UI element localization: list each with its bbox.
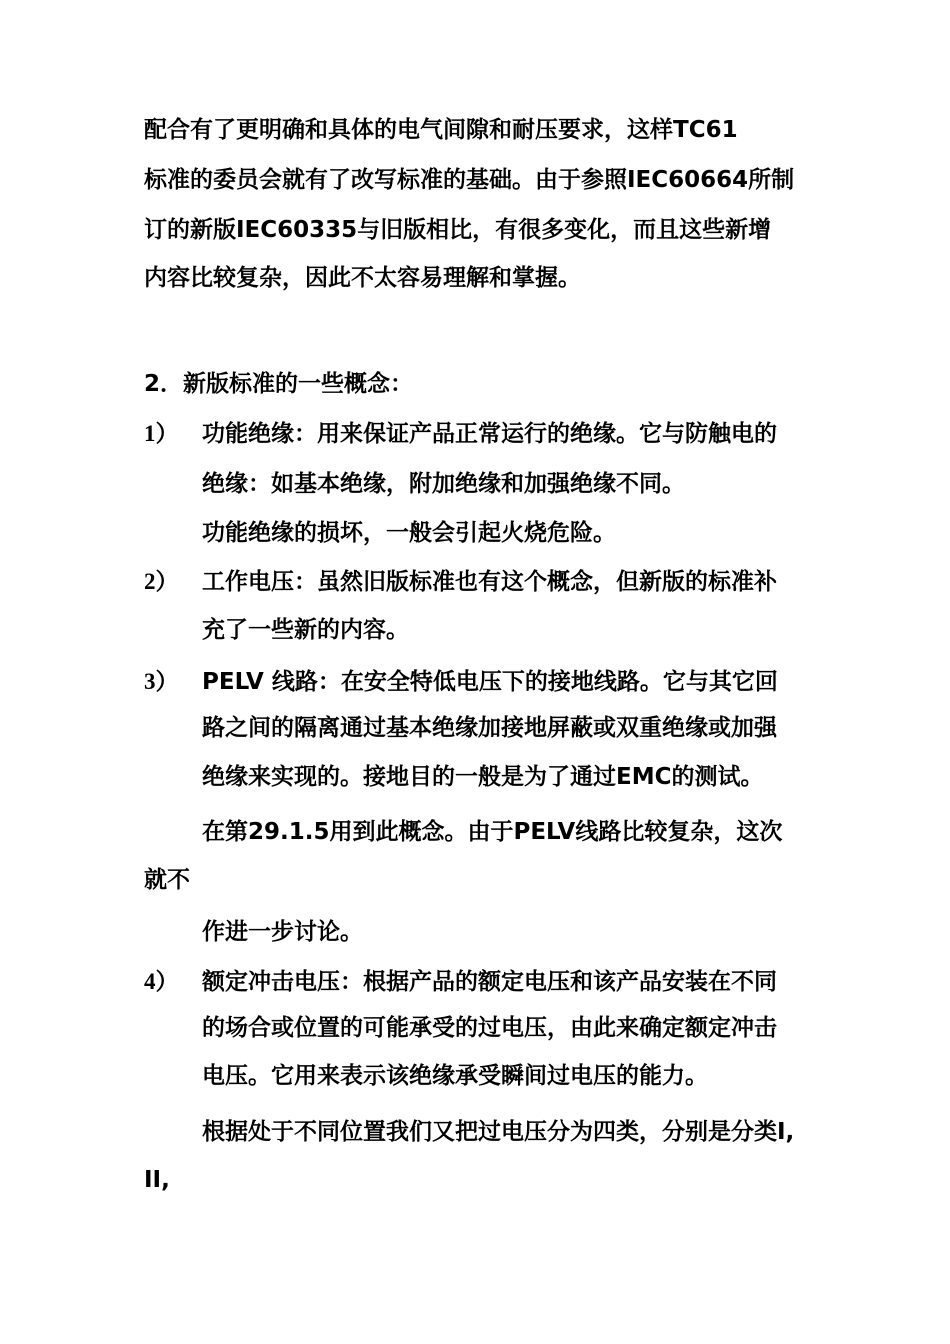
item-4-line-1: 额定冲击电压：根据产品的额定电压和该产品安装在不同 — [202, 969, 777, 995]
section-heading: 2．新版标准的一些概念： — [144, 371, 414, 397]
item-2-line-1: 工作电压：虽然旧版标准也有这个概念，但新版的标准补 — [202, 569, 777, 595]
item-2-line-2: 充了一些新的内容。 — [202, 617, 409, 643]
intro-line-4: 内容比较复杂，因此不太容易理解和掌握。 — [144, 265, 581, 291]
item-3-line-4: 在第29.1.5用到此概念。由于PELV线路比较复杂，这次 — [202, 819, 783, 845]
item-4-line-2: 的场合或位置的可能承受的过电压，由此来确定额定冲击 — [202, 1015, 777, 1041]
item-4-line-4: 根据处于不同位置我们又把过电压分为四类，分别是分类I, — [202, 1119, 795, 1145]
item-3-number: 3） — [144, 669, 179, 694]
item-4-line-3: 电压。它用来表示该绝缘承受瞬间过电压的能力。 — [202, 1063, 708, 1089]
item-3-line-1: PELV 线路：在安全特低电压下的接地线路。它与其它回 — [202, 669, 778, 695]
intro-line-1: 配合有了更明确和具体的电气间隙和耐压要求，这样TC61 — [144, 117, 738, 143]
item-4-line-5: II, — [144, 1167, 170, 1193]
intro-line-3: 订的新版IEC60335与旧版相比，有很多变化，而且这些新增 — [144, 217, 772, 243]
item-3-line-2: 路之间的隔离通过基本绝缘加接地屏蔽或双重绝缘或加强 — [202, 715, 777, 741]
item-4-number: 4） — [144, 969, 179, 994]
item-2-number: 2） — [144, 569, 179, 594]
item-3-line-3: 绝缘来实现的。接地目的一般是为了通过EMC的测试。 — [202, 764, 764, 790]
item-3-line-5: 就不 — [144, 867, 190, 893]
item-1-line-3: 功能绝缘的损坏，一般会引起火烧危险。 — [202, 520, 616, 546]
item-1-line-1: 功能绝缘：用来保证产品正常运行的绝缘。它与防触电的 — [202, 421, 777, 447]
item-1-number: 1） — [144, 421, 179, 446]
intro-line-2: 标准的委员会就有了改写标准的基础。由于参照IEC60664所制 — [144, 167, 795, 193]
item-3-line-6: 作进一步讨论。 — [202, 919, 363, 945]
item-1-line-2: 绝缘：如基本绝缘，附加绝缘和加强绝缘不同。 — [202, 471, 685, 497]
